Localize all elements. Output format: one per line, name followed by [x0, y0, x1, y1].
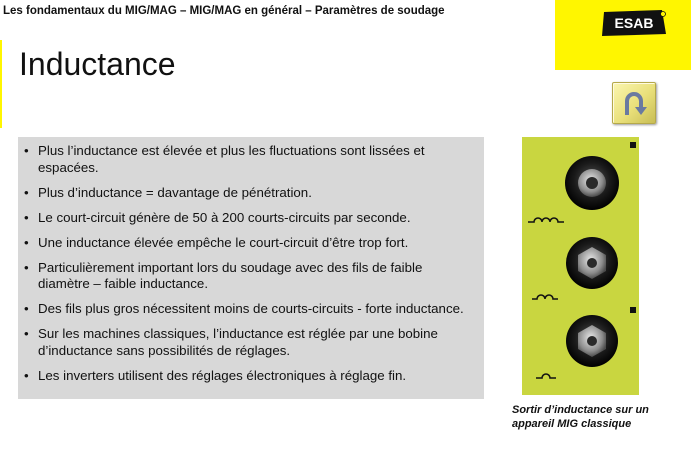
bullet-icon: • [24, 259, 29, 275]
bullet-icon: • [24, 143, 29, 158]
list-item: • Les inverters utilisent des réglages électroniques à réglage fin. [24, 367, 407, 383]
bullet-icon: • [24, 367, 29, 383]
caption-line-2: appareil MIG classique [512, 418, 632, 430]
presentation-header: Les fondamentaux du MIG/MAG – MIG/MAG en général – Paramètres de soudage [3, 5, 445, 17]
caption-line-1: Sortir d’inductance sur un [512, 404, 649, 416]
bullet-icon: • [24, 326, 29, 341]
back-button[interactable] [612, 82, 656, 124]
photo-caption [512, 403, 682, 431]
return-arrow-icon [621, 89, 647, 117]
list-item: • Sur les machines classiques, l’inductance est réglée par une bobine d’inductance sans possibilités de réglages. [24, 326, 438, 358]
slide-title: Inductance [19, 46, 176, 82]
list-item: • Particulièrement important lors du soudage avec des fils de faible diamètre – faible inductance. [24, 259, 423, 291]
bullet-icon: • [24, 234, 29, 250]
bullet-panel [18, 137, 484, 399]
list-item: • Plus l’inductance est élevée et plus les fluctuations sont lissées et espacées. [24, 143, 425, 175]
list-item: • Plus d’inductance = davantage de pénétration. [24, 184, 312, 200]
inductance-outlet-photo [522, 137, 639, 395]
list-item: • Des fils plus gros nécessitent moins de courts-circuits - forte inductance. [24, 301, 464, 316]
title-accent-bar [0, 40, 2, 128]
bullet-icon: • [24, 209, 29, 225]
bullet-list [18, 137, 484, 384]
bullet-icon: • [24, 301, 29, 316]
svg-text:ESAB: ESAB [614, 15, 654, 31]
list-item: • Une inductance élevée empêche le court-circuit d’être trop fort. [24, 234, 409, 250]
bullet-icon: • [24, 184, 29, 200]
esab-logo [600, 8, 668, 38]
list-item: • Le court-circuit génère de 50 à 200 courts-circuits par seconde. [24, 209, 411, 225]
machine-panel-image [522, 137, 639, 395]
